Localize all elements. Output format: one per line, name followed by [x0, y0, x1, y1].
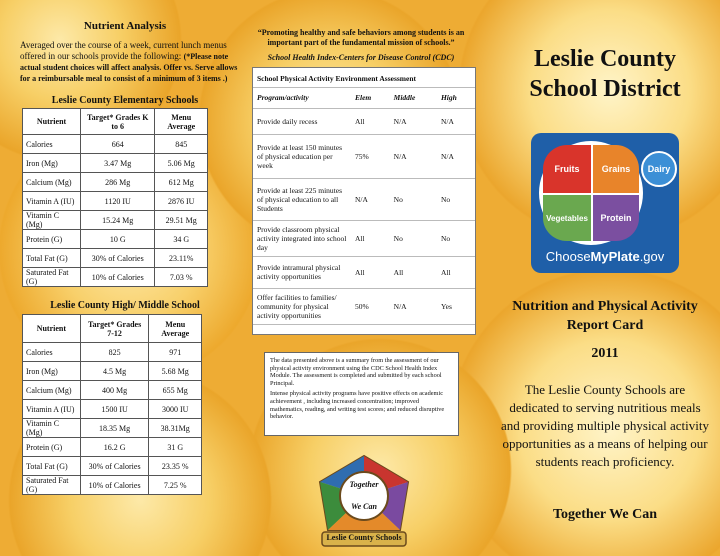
elem-header-0: Nutrient — [23, 109, 81, 135]
assessment-header-2: Middle — [393, 93, 416, 103]
assessment-header-1: Elem — [355, 93, 372, 103]
assessment-cell: No — [437, 178, 475, 220]
table-cell: 286 Mg — [81, 173, 155, 192]
myplate-brand — [533, 249, 677, 264]
elem-header-2: Menu Average — [155, 109, 208, 135]
assessment-cell: 50% — [351, 288, 390, 324]
district-title — [495, 44, 715, 104]
summary-paragraph-2: Intense physical activity programs have positive effects on academic achievement , including increased concentration; improved mathematics, reading, and writing test scores; and reduced disruptive behavior. — [270, 390, 445, 421]
assessment-row — [253, 256, 475, 288]
emblem-top-text: Together — [349, 480, 379, 489]
table-cell: Vitamin C (Mg) — [23, 419, 81, 438]
table-cell: Calories — [23, 135, 81, 154]
table-cell: 7.25 % — [149, 476, 202, 495]
table-row — [23, 343, 202, 362]
plate-dairy: Dairy — [641, 151, 677, 187]
assessment-cell: N/A — [390, 108, 437, 134]
table-cell: 30% of Calories — [80, 457, 149, 476]
table-cell: 1500 IU — [80, 400, 149, 419]
assessment-cell: No — [390, 178, 437, 220]
table-cell: Vitamin A (IU) — [23, 192, 81, 211]
elementary-table-wrap — [22, 108, 208, 287]
elementary-table-title: Leslie County Elementary Schools — [51, 95, 199, 106]
summary-paragraph-1: The data presented above is a summary from the assessment of our physical activity environment using the CDC School Health Index Module. The assessment is completed and submitted by each school Principal. — [270, 357, 442, 387]
table-row — [23, 211, 208, 230]
table-cell: Total Fat (G) — [23, 249, 81, 268]
emblem-bottom-text: We Can — [351, 502, 377, 511]
report-card-year: 2011 — [591, 346, 619, 361]
table-row — [23, 381, 202, 400]
table-row — [23, 419, 202, 438]
table-row — [23, 230, 208, 249]
table-cell: 612 Mg — [155, 173, 208, 192]
assessment-cell: 75% — [351, 134, 390, 178]
brand-prefix: Choose — [545, 249, 591, 264]
high-nutrient-table — [22, 314, 202, 495]
high-header-0: Nutrient — [23, 315, 81, 343]
table-cell: Iron (Mg) — [23, 362, 81, 381]
table-cell: 16.2 G — [80, 438, 149, 457]
table-cell: Iron (Mg) — [23, 154, 81, 173]
table-cell: Calcium (Mg) — [23, 173, 81, 192]
table-row — [23, 476, 202, 495]
assessment-cell: N/A — [437, 108, 475, 134]
assessment-cell: N/A — [351, 178, 390, 220]
table-row — [23, 135, 208, 154]
brand-suffix: .gov — [639, 249, 665, 264]
assessment-cell: All — [351, 220, 390, 256]
assessment-row — [253, 288, 475, 324]
table-cell: 30% of Calories — [81, 249, 155, 268]
table-cell: 7.03 % — [155, 268, 208, 287]
assessment-cell: Provide at least 225 minutes of physical education to all Students — [253, 178, 351, 220]
table-cell: 15.24 Mg — [81, 211, 155, 230]
assessment-cell: Offer facilities to families/ community for physical activity opportunities — [253, 288, 351, 324]
table-cell: Saturated Fat (G) — [23, 268, 81, 287]
table-cell: 825 — [80, 343, 149, 362]
plate-protein: Protein — [593, 195, 639, 241]
assessment-cell: N/A — [437, 134, 475, 178]
assessment-cell: All — [390, 256, 437, 288]
assessment-cell: N/A — [390, 134, 437, 178]
assessment-cell: Yes — [437, 288, 475, 324]
assessment-cell: No — [390, 220, 437, 256]
table-cell: 10 G — [81, 230, 155, 249]
assessment-cell: No — [437, 220, 475, 256]
assessment-row — [253, 178, 475, 220]
assessment-row — [253, 220, 475, 256]
table-cell: 1120 IU — [81, 192, 155, 211]
table-cell: Vitamin C (Mg) — [23, 211, 81, 230]
table-row — [23, 268, 208, 287]
table-cell: Calories — [23, 343, 81, 362]
table-cell: Vitamin A (IU) — [23, 400, 81, 419]
assessment-header-0: Program/activity — [257, 93, 309, 103]
table-cell: 400 Mg — [80, 381, 149, 400]
table-row — [23, 457, 202, 476]
table-cell: 10% of Calories — [81, 268, 155, 287]
table-row — [23, 192, 208, 211]
table-cell: 10% of Calories — [80, 476, 149, 495]
table-row — [23, 400, 202, 419]
table-cell: 34 G — [155, 230, 208, 249]
nutrient-intro — [20, 40, 238, 84]
table-cell: 23.11% — [155, 249, 208, 268]
plate-fruits: Fruits — [543, 145, 591, 193]
elem-header-1: Target* Grades K to 6 — [81, 109, 155, 135]
nutrient-intro-text: Averaged over the course of a week, current lunch menus offered in our schools provide the following: — [20, 40, 227, 61]
report-card-body: The Leslie County Schools are dedicated to serving nutritious meals and providing multiple physical activity opportunities as a means of helping our students reach proficiency. — [501, 382, 709, 469]
table-row — [23, 249, 208, 268]
assessment-panel — [252, 67, 476, 335]
assessment-summary-box — [264, 352, 459, 436]
table-cell: 5.06 Mg — [155, 154, 208, 173]
district-title-line2: School District — [529, 76, 681, 102]
myplate-logo — [531, 133, 679, 273]
assessment-row — [253, 108, 475, 134]
table-cell: 3.47 Mg — [81, 154, 155, 173]
tagline: Together We Can — [553, 507, 657, 522]
table-row — [23, 154, 208, 173]
table-row — [23, 362, 202, 381]
table-row — [23, 438, 202, 457]
assessment-cell: All — [437, 256, 475, 288]
table-cell: 38.31Mg — [149, 419, 202, 438]
table-cell: 664 — [81, 135, 155, 154]
assessment-row — [253, 134, 475, 178]
table-cell: Saturated Fat (G) — [23, 476, 81, 495]
assessment-cell: Provide intramural physical activity opportunities — [253, 256, 351, 288]
table-cell: 31 G — [149, 438, 202, 457]
high-header-1: Target* Grades 7-12 — [80, 315, 149, 343]
table-cell: 971 — [149, 343, 202, 362]
table-cell: Calcium (Mg) — [23, 381, 81, 400]
cdc-quote-source: School Health Index-Centers for Disease Control (CDC) — [267, 53, 455, 62]
assessment-table — [253, 88, 475, 325]
table-cell: Protein (G) — [23, 438, 81, 457]
assessment-cell: Provide at least 150 minutes of physical education per week — [253, 134, 351, 178]
table-cell: 18.35 Mg — [80, 419, 149, 438]
cdc-quote: “Promoting healthy and safe behaviors among students is an important part of the fundamental mission of schools.” — [257, 28, 465, 47]
report-card-title: Nutrition and Physical Activity Report Card — [512, 299, 698, 333]
table-cell: 3000 IU — [149, 400, 202, 419]
emblem-banner-text: Leslie County Schools — [326, 533, 402, 542]
table-row — [23, 173, 208, 192]
table-cell: Protein (G) — [23, 230, 81, 249]
assessment-header-3: High — [440, 93, 457, 103]
elementary-nutrient-table — [22, 108, 208, 287]
table-cell: 23.35 % — [149, 457, 202, 476]
high-header-2: Menu Average — [149, 315, 202, 343]
assessment-cell: Provide daily recess — [253, 108, 351, 134]
assessment-cell: Provide classroom physical activity integrated into school day — [253, 220, 351, 256]
table-cell: Total Fat (G) — [23, 457, 81, 476]
together-we-can-emblem — [312, 452, 416, 548]
table-cell: 4.5 Mg — [80, 362, 149, 381]
plate-grains: Grains — [593, 145, 639, 193]
plate-vegetables: Vegetables — [543, 195, 591, 241]
assessment-cell: N/A — [390, 288, 437, 324]
nutrient-note: (*Please note actual student choices will affect analysis. Offer vs. Serve allows for a reimbursable meal to consist of a minimum of 3 items .) — [20, 52, 238, 83]
brand-main: MyPlate — [590, 249, 640, 264]
nutrient-analysis-title: Nutrient Analysis — [83, 20, 167, 32]
table-cell: 5.68 Mg — [149, 362, 202, 381]
table-cell: 29.51 Mg — [155, 211, 208, 230]
assessment-title: School Physical Activity Environment Assessment — [253, 68, 475, 88]
high-table-wrap — [22, 314, 202, 495]
assessment-cell: All — [351, 256, 390, 288]
table-cell: 655 Mg — [149, 381, 202, 400]
table-cell: 845 — [155, 135, 208, 154]
table-cell: 2876 IU — [155, 192, 208, 211]
assessment-cell: All — [351, 108, 390, 134]
district-title-line1: Leslie County — [533, 46, 676, 72]
high-table-title: Leslie County High/ Middle School — [50, 300, 200, 311]
